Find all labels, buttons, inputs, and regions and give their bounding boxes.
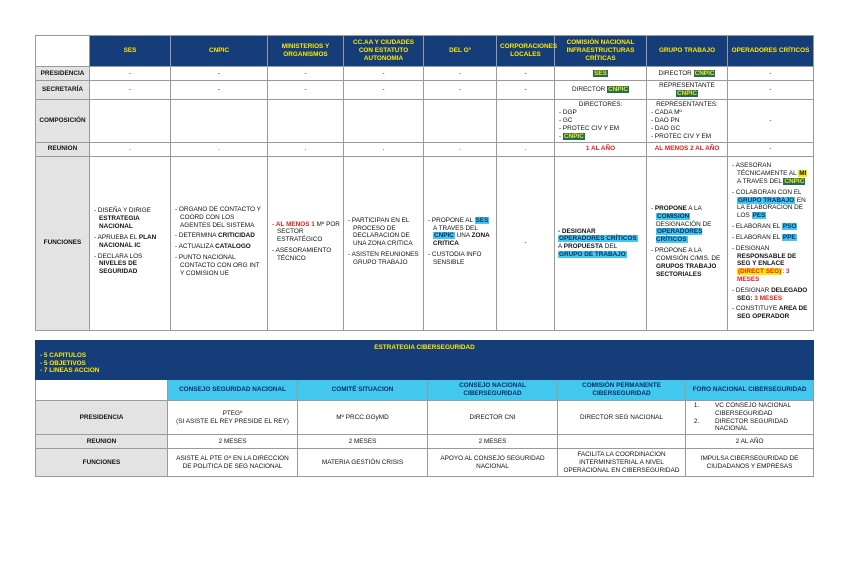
cell	[424, 99, 497, 142]
list-item: - DGP	[558, 109, 643, 117]
cell	[268, 99, 344, 142]
cell: ASISTE AL PTE Gº EN LA DIRECCION DE POLITICA DE SEG NACIONAL	[168, 449, 298, 477]
list-item: - ELABORAN EL PSO	[731, 223, 810, 231]
list-item: - ASESORAMIENTO TÉCNICO	[271, 247, 340, 263]
cell: -	[728, 67, 814, 81]
highlight: SES	[594, 69, 607, 77]
cell: -	[497, 156, 555, 330]
banner-row	[36, 341, 814, 380]
cell: 2 AL AÑO	[686, 435, 814, 449]
cell: 2 MESES	[168, 435, 298, 449]
cell: 2 MESES	[298, 435, 428, 449]
cell: .	[90, 142, 171, 156]
row-label: FUNCIONES	[36, 449, 168, 477]
row-composicion	[36, 99, 814, 142]
list-item: - PROPONE A LA COMISIÓN C/MIS. DE GRUPOS TRABAJO SECTORIALES	[650, 247, 724, 278]
cell	[686, 401, 814, 435]
banner-bullet: - 5 CAPITULOS	[40, 351, 87, 359]
header-row	[36, 380, 814, 401]
list-item: - AL MENOS 1 Mº POR SECTOR ESTRATÉGICO	[271, 221, 340, 244]
list-item: - CONSTITUYE AREA DE SEG OPERADOR	[731, 305, 810, 321]
cell: APOYO AL CONSEJO SEGURIDAD NACIONAL	[428, 449, 558, 477]
highlight: CNPIC	[677, 89, 697, 97]
cell: -	[90, 67, 171, 81]
text: REPRESENTANTES:	[656, 100, 718, 108]
list-item: - CUSTODIA INFO SENSIBLE	[427, 251, 493, 267]
cell-ccaa-funciones	[344, 156, 424, 330]
cell: -	[268, 67, 344, 81]
list-item: - CADA Mº	[650, 109, 724, 117]
cell: PTEGº (SI ASISTE EL REY PRESIDE EL REY)	[168, 401, 298, 435]
cell-gt-funciones	[647, 156, 728, 330]
text: REPRESENTANTE	[659, 82, 715, 89]
col-header-delegacion: DEL Gº	[424, 36, 497, 67]
cell: DIRECTOR CNI	[428, 401, 558, 435]
list-item: - PROTEC CIV Y EM	[650, 133, 724, 141]
cell-comision-funciones: - DESIGNAR OPERADORES CRÍTICOS A PROPUESTA DEL GRUPO DE TRABAJO	[555, 156, 647, 330]
corner-cell	[36, 36, 90, 67]
cell-ministerios-funciones	[268, 156, 344, 330]
banner-bullet: - 5 OBJETIVOS	[40, 359, 86, 367]
text: DIRECTOR	[572, 85, 606, 93]
col-header-comite: COMITÉ SITUACION	[298, 380, 428, 401]
list-item: - DISEÑA Y DIRIGE ESTRATEGIA NACIONAL	[93, 207, 167, 230]
list-item: - DETERMINA CRITICIDAD	[174, 232, 264, 240]
list-item: - PUNTO NACIONAL CONTACTO CON ORG INT Y COMISION UE	[174, 254, 264, 277]
cell: -	[171, 81, 268, 100]
list-item: - DESIGNAN RESPONSABLE DE SEG Y ENLACE (DIRECT SEG): 3 MESES	[731, 245, 810, 284]
cell: -	[424, 81, 497, 100]
cell: -	[497, 67, 555, 81]
col-header-ministerios: MINISTERIOS Y ORGANISMOS	[268, 36, 344, 67]
text: DIRECTORES:	[578, 100, 623, 108]
list-item: - APRUEBA EL PLAN NACIONAL IC	[93, 234, 167, 250]
cell	[558, 435, 686, 449]
header-row	[36, 36, 814, 67]
row-label: PRESIDENCIA	[36, 67, 90, 81]
row-funciones	[36, 449, 814, 477]
col-header-comision: COMISIÓN PERMANENTE CIBERSEGURIDAD	[558, 380, 686, 401]
col-header-cnpic: CNPIC	[171, 36, 268, 67]
cell: -	[424, 67, 497, 81]
infrastructure-roles-table	[35, 35, 814, 331]
row-reunion	[36, 142, 814, 156]
row-label: PRESIDENCIA	[36, 401, 168, 435]
highlight: CNPIC	[563, 132, 584, 140]
cell: .	[497, 142, 555, 156]
cell: -	[344, 67, 424, 81]
list-item: - DAO GC	[650, 125, 724, 133]
cell: .	[344, 142, 424, 156]
cell: MATERIA GESTIÓN CRISIS	[298, 449, 428, 477]
list-item: 2. DIRECTOR SEGURIDAD NACIONAL	[701, 418, 810, 434]
col-header-comision: COMISIÓN NACIONAL INFRAESTRUCTURAS CRÍTICAS	[555, 36, 647, 67]
col-header-operadores: OPERADORES CRÍTICOS	[728, 36, 814, 67]
corner-cell	[36, 380, 168, 401]
cell-ses-funciones	[90, 156, 171, 330]
list-item: - ASESORAN TÉCNICAMENTE AL MI A TRAVES DEL CNPIC	[731, 162, 810, 185]
cybersecurity-strategy-table	[35, 340, 814, 477]
cell-del-funciones	[424, 156, 497, 330]
list-item: - PROPONE AL SES A TRAVES DEL CNPIC UNA ZONA CRITICA	[427, 217, 493, 248]
row-label: SECRETARÍA	[36, 81, 90, 100]
cell: -	[90, 81, 171, 100]
banner-title: ESTRATEGIA CIBERSEGURIDAD	[374, 344, 475, 351]
col-header-foro: FORO NACIONAL CIBERSEGURIDAD	[686, 380, 814, 401]
list-item: - GC	[558, 117, 643, 125]
cell: .	[424, 142, 497, 156]
list-item: - DESIGNAR DELEGADO SEG: 3 MESES	[731, 287, 810, 303]
cell	[90, 99, 171, 142]
cell: FACILITA LA COORDINACION INTERMINISTERIAL A NIVEL OPERACIONAL EN CIBERSEGURIDAD	[558, 449, 686, 477]
row-reunion	[36, 435, 814, 449]
row-label: REUNION	[36, 142, 90, 156]
col-header-cnc: CONSEJO NACIONAL CIBERSEGURIDAD	[428, 380, 558, 401]
cell-comision-composicion	[555, 99, 647, 142]
cell	[497, 99, 555, 142]
col-header-ccaa: CC.AA Y CIUDADES CON ESTATUTO AUTONOMIA	[344, 36, 424, 67]
cell	[647, 67, 728, 81]
list-item: - COLABORAN CON EL GRUPO TRABAJO EN LA ELABORACION DE LOS PES	[731, 189, 810, 220]
cell: -	[497, 81, 555, 100]
col-header-corporaciones: CORPORACIONES LOCALES	[497, 36, 555, 67]
list-item: - PARTICIPAN EN EL PROCESO DE DECLARACION DE UNA ZONA CRITICA	[347, 217, 420, 248]
col-header-grupo-trabajo: GRUPO TRABAJO	[647, 36, 728, 67]
list-item: - DECLARA LOS NIVELES DE SEGURIDAD	[93, 253, 167, 276]
row-label: REUNION	[36, 435, 168, 449]
list-item: - PROPONE A LA COMISION DESIGNACIÓN DE OPERADORES CRÍTICOS	[650, 205, 724, 244]
row-presidencia	[36, 401, 814, 435]
cell: 1 AL AÑO	[555, 142, 647, 156]
cell-gt-composicion	[647, 99, 728, 142]
col-header-ses: SES	[90, 36, 171, 67]
list-item: - ORGANO DE CONTACTO Y COORD CON LOS AGENTES DEL SISTEMA	[174, 206, 264, 229]
strategy-banner	[36, 341, 814, 380]
cell: -	[268, 81, 344, 100]
row-label: FUNCIONES	[36, 156, 90, 330]
cell: 2 MESES	[428, 435, 558, 449]
list-item: - ASISTEN REUNIONES GRUPO TRABAJO	[347, 251, 420, 267]
cell: DIRECTOR SEG NACIONAL	[558, 401, 686, 435]
list-item: - PROTEC CIV Y EM	[558, 125, 643, 133]
cell	[555, 81, 647, 100]
cell-operadores-funciones	[728, 156, 814, 330]
list-item	[558, 133, 643, 141]
list-item: - ACTUALIZA CATALOGO	[174, 243, 264, 251]
cell-cnpic-funciones	[171, 156, 268, 330]
cell: IMPULSA CIBERSEGURIDAD DE CIUDADANOS Y EMPRESAS	[686, 449, 814, 477]
cell: .	[268, 142, 344, 156]
row-funciones	[36, 156, 814, 330]
text: DIRECTOR	[658, 69, 692, 77]
col-header-csn: CONSEJO SEGURIDAD NACIONAL	[168, 380, 298, 401]
cell	[647, 81, 728, 100]
list-item: 1. VC CONSEJO NACIONAL CIBERSEGURIDAD	[701, 402, 810, 418]
cell: Mº PRCC.GGyMD	[298, 401, 428, 435]
cell: AL MENOS 2 AL AÑO	[647, 142, 728, 156]
highlight: CNPIC	[694, 69, 715, 77]
cell: .	[171, 142, 268, 156]
banner-bullet: - 7 LINEAS ACCION	[40, 367, 100, 375]
highlight: CNPIC	[608, 85, 628, 93]
cell: -	[728, 142, 814, 156]
cell	[555, 67, 647, 81]
cell	[171, 99, 268, 142]
row-secretaria	[36, 81, 814, 100]
cell: -	[728, 99, 814, 142]
row-presidencia	[36, 67, 814, 81]
cell: -	[728, 81, 814, 100]
cell: -	[344, 81, 424, 100]
list-item: - DAO PN	[650, 117, 724, 125]
cell	[344, 99, 424, 142]
row-label: COMPOSICIÓN	[36, 99, 90, 142]
list-item: - ELABORAN EL PPE	[731, 234, 810, 242]
cell: -	[171, 67, 268, 81]
